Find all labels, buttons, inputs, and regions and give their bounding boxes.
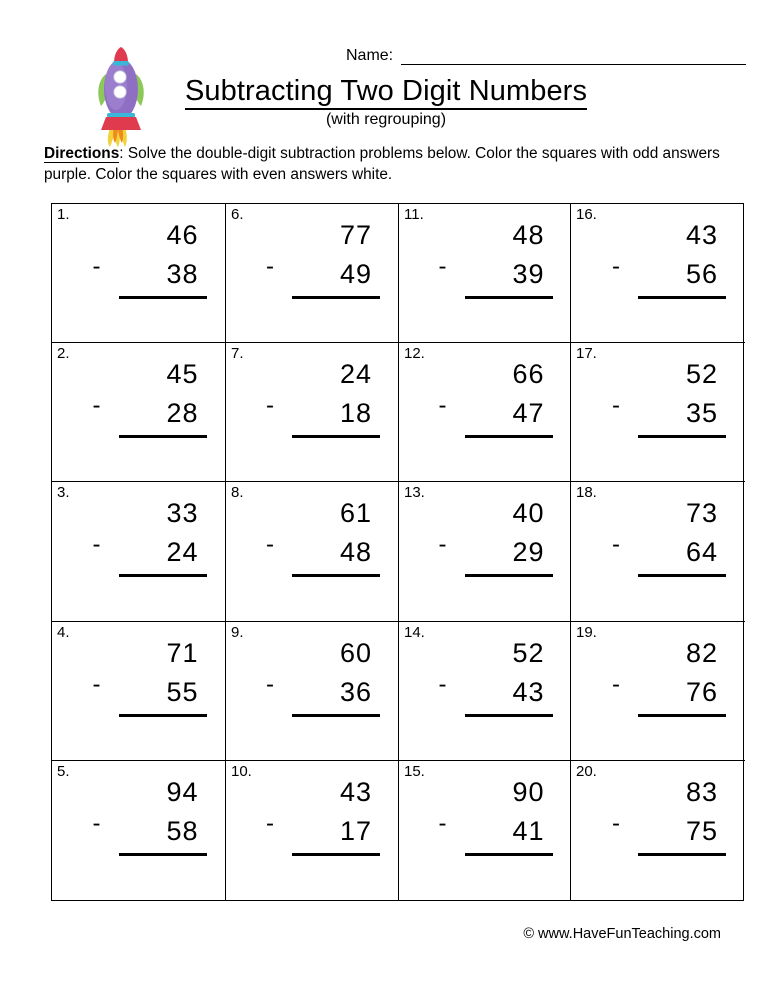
subtrahend: 28 [166, 398, 199, 429]
problem-number: 6. [231, 206, 244, 223]
minus-sign: - [92, 809, 101, 837]
subtrahend: 58 [166, 815, 199, 846]
minuend: 82 [685, 637, 718, 668]
minuend: 46 [166, 220, 199, 250]
minus-sign: - [92, 670, 101, 698]
subtraction-problem [571, 634, 745, 720]
minuend: 33 [166, 498, 199, 529]
minus-sign: - [266, 253, 274, 280]
problem-cell[interactable] [226, 204, 399, 343]
problem-number: 16. [576, 206, 597, 223]
answer-line[interactable] [465, 435, 553, 438]
name-input-line[interactable] [401, 49, 746, 65]
minuend: 52 [512, 637, 545, 668]
subtraction-problem [571, 494, 745, 580]
subtrahend: 24 [166, 537, 199, 568]
subtrahend: 35 [685, 398, 718, 429]
answer-line[interactable] [119, 853, 207, 856]
directions-label: Directions [44, 145, 120, 162]
problem-number: 9. [231, 623, 244, 641]
minuend: 77 [339, 220, 372, 250]
problem-number: 14. [404, 623, 425, 641]
subtraction-problem [571, 773, 745, 859]
answer-line[interactable] [292, 853, 380, 856]
subtraction-problem [226, 216, 398, 302]
footer-credit: © www.HaveFunTeaching.com [523, 926, 721, 942]
problem-cell[interactable] [571, 204, 745, 343]
directions [44, 143, 734, 185]
subtrahend: 76 [685, 676, 718, 707]
minuend: 66 [512, 359, 545, 390]
problem-number: 11. [404, 206, 424, 223]
minuend: 71 [166, 637, 199, 668]
problem-number: 10. [231, 762, 252, 780]
problem-number: 20. [576, 762, 597, 780]
problem-number: 15. [404, 762, 425, 780]
problem-number: 17. [576, 345, 597, 363]
subtraction-problem [226, 634, 398, 720]
page-title [0, 74, 772, 108]
subtrahend: 43 [512, 676, 545, 707]
subtraction-problem [399, 634, 570, 720]
problem-stack [266, 634, 380, 712]
problem-stack [92, 634, 207, 712]
minuend: 52 [685, 359, 718, 390]
problem-stack [438, 494, 553, 572]
problem-cell[interactable] [399, 622, 571, 761]
subtraction-problem [399, 494, 570, 580]
problem-cell[interactable] [52, 622, 226, 761]
problem-cell[interactable] [226, 761, 399, 900]
answer-line[interactable] [292, 435, 380, 438]
problem-cell[interactable] [52, 761, 226, 900]
subtraction-problem [399, 216, 570, 302]
problem-cell[interactable] [226, 622, 399, 761]
answer-line[interactable] [292, 714, 380, 717]
subtrahend: 29 [512, 537, 545, 568]
problem-cell[interactable] [52, 482, 226, 621]
minuend: 90 [512, 776, 545, 807]
subtrahend: 39 [512, 259, 545, 289]
minuend: 48 [512, 220, 545, 250]
minuend: 61 [339, 498, 372, 529]
problem-cell[interactable] [399, 343, 571, 482]
problem-number: 18. [576, 484, 597, 502]
answer-line[interactable] [465, 296, 553, 299]
answer-line[interactable] [638, 435, 726, 438]
minus-sign: - [438, 253, 447, 280]
minus-sign: - [612, 809, 620, 837]
problem-number: 5. [57, 762, 70, 780]
answer-line[interactable] [465, 574, 553, 577]
minuend: 43 [685, 220, 718, 250]
problem-cell[interactable] [226, 482, 399, 621]
problem-stack [438, 773, 553, 851]
subtraction-problem [226, 773, 398, 859]
subtraction-problem [52, 355, 225, 441]
page-subtitle: (with regrouping) [325, 111, 447, 128]
subtraction-problem [52, 634, 225, 720]
subtrahend: 56 [685, 259, 718, 289]
minus-sign: - [612, 670, 620, 698]
minuend: 24 [339, 359, 372, 390]
answer-line[interactable] [292, 574, 380, 577]
problem-number: 4. [57, 623, 70, 641]
page-title-text: Subtracting Two Digit Numbers [185, 75, 587, 110]
problem-stack [438, 355, 553, 433]
problem-cell[interactable] [399, 204, 571, 343]
problem-stack [92, 494, 207, 572]
minuend: 83 [685, 776, 718, 807]
problem-number: 13. [404, 484, 425, 502]
minus-sign: - [266, 670, 274, 698]
problem-stack [612, 773, 726, 851]
subtrahend: 17 [339, 815, 372, 846]
problem-cell[interactable] [399, 482, 571, 621]
subtrahend: 48 [339, 537, 372, 568]
minus-sign: - [92, 253, 101, 280]
problem-cell[interactable] [226, 343, 399, 482]
answer-line[interactable] [119, 714, 207, 717]
problem-number: 19. [576, 623, 597, 641]
problem-number: 12. [404, 345, 425, 363]
minus-sign: - [438, 531, 447, 559]
minuend: 45 [166, 359, 199, 390]
minuend: 60 [339, 637, 372, 668]
problem-stack [266, 773, 380, 851]
problem-stack [612, 216, 726, 294]
answer-line[interactable] [638, 714, 726, 717]
problem-stack [612, 355, 726, 433]
subtrahend: 64 [685, 537, 718, 568]
directions-text: Solve the double-digit subtraction problems below. Color the squares with odd answers purple. Color the squares with even answers white. [44, 145, 720, 183]
minus-sign: - [612, 253, 620, 280]
answer-line[interactable] [638, 853, 726, 856]
answer-line[interactable] [638, 574, 726, 577]
subtraction-problem [399, 355, 570, 441]
subtrahend: 36 [339, 676, 372, 707]
answer-line[interactable] [465, 714, 553, 717]
answer-line[interactable] [638, 296, 726, 299]
problem-number: 1. [57, 206, 70, 223]
minuend: 43 [339, 776, 372, 807]
problem-cell[interactable] [571, 622, 745, 761]
answer-line[interactable] [119, 296, 207, 299]
problem-number: 2. [57, 345, 70, 363]
problem-number: 8. [231, 484, 244, 502]
answer-line[interactable] [119, 435, 207, 438]
minuend: 94 [166, 776, 199, 807]
minus-sign: - [266, 809, 274, 837]
problem-stack [92, 773, 207, 851]
subtrahend: 75 [685, 815, 718, 846]
subtraction-problem [52, 773, 225, 859]
subtraction-problem [226, 355, 398, 441]
problem-stack [92, 216, 207, 294]
problem-stack [438, 216, 553, 294]
minuend: 73 [685, 498, 718, 529]
problem-stack [438, 634, 553, 712]
problem-cell[interactable] [52, 343, 226, 482]
problem-cell[interactable] [571, 761, 745, 900]
minus-sign: - [92, 392, 101, 420]
subtraction-problem [571, 216, 745, 302]
problem-grid [51, 203, 744, 901]
minus-sign: - [266, 392, 274, 420]
name-label: Name: [346, 47, 394, 64]
minus-sign: - [438, 809, 447, 837]
minus-sign: - [438, 392, 447, 420]
subtrahend: 47 [512, 398, 545, 429]
subtrahend: 49 [339, 259, 372, 289]
subtrahend: 18 [339, 398, 372, 429]
answer-line[interactable] [292, 296, 380, 299]
problem-cell[interactable] [571, 482, 745, 621]
minus-sign: - [92, 531, 101, 559]
problem-cell[interactable] [52, 204, 226, 343]
subtrahend: 38 [166, 259, 199, 289]
problem-stack [92, 355, 207, 433]
problem-stack [266, 355, 380, 433]
problem-cell[interactable] [399, 761, 571, 900]
subtraction-problem [52, 216, 225, 302]
directions-separator: : [119, 145, 124, 162]
answer-line[interactable] [465, 853, 553, 856]
subtraction-problem [52, 494, 225, 580]
name-field-row [346, 47, 746, 65]
minus-sign: - [612, 392, 620, 420]
problem-stack [612, 634, 726, 712]
problem-stack [612, 494, 726, 572]
subtrahend: 55 [166, 676, 199, 707]
minus-sign: - [266, 531, 274, 559]
subtrahend: 41 [512, 815, 545, 846]
subtraction-problem [571, 355, 745, 441]
minuend: 40 [512, 498, 545, 529]
problem-number: 3. [57, 484, 70, 502]
subtraction-problem [399, 773, 570, 859]
answer-line[interactable] [119, 574, 207, 577]
subtraction-problem [226, 494, 398, 580]
problem-cell[interactable] [571, 343, 745, 482]
problem-number: 7. [231, 345, 244, 363]
problem-stack [266, 216, 380, 294]
problem-stack [266, 494, 380, 572]
minus-sign: - [438, 670, 447, 698]
minus-sign: - [612, 531, 620, 559]
